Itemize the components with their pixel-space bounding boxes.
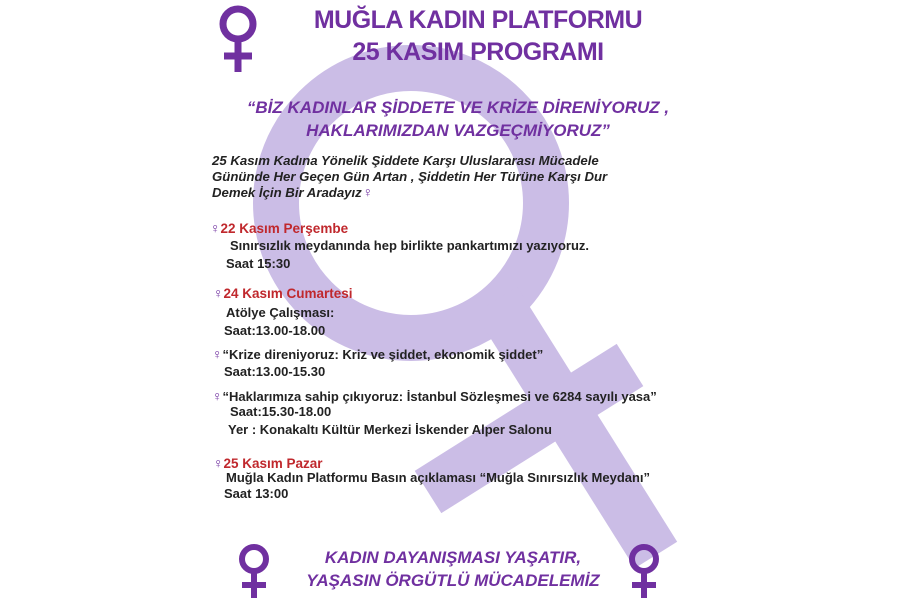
- day-title: 24 Kasım Cumartesi: [223, 286, 353, 301]
- intro-line-3: [212, 185, 682, 200]
- venus-icon: ♀: [210, 220, 221, 236]
- day3-time: Saat 13:00: [224, 486, 289, 501]
- day-title: 25 Kasım Pazar: [223, 456, 323, 471]
- session-2-time: Saat:15.30-18.00: [230, 404, 332, 419]
- session-2-title: “Haklarımıza sahip çıkıyoruz: İstanbul Sözleşmesi ve 6284 sayılı yasa”: [222, 389, 657, 404]
- intro-line-2: Gününde Her Geçen Gün Artan , Şiddetin Her Türüne Karşı Dur: [212, 169, 608, 184]
- workshop-label: Atölye Çalışması:: [226, 305, 335, 320]
- day1-description: Sınırsızlık meydanında hep birlikte pankartımızı yazıyoruz.: [230, 238, 590, 253]
- day-heading-22: [210, 220, 348, 236]
- session-1-time: Saat:13.00-15.30: [224, 364, 326, 379]
- page-subtitle: 25 KASIM PROGRAMI: [352, 38, 604, 66]
- venus-icon: ♀: [213, 285, 224, 301]
- day3-description: Muğla Kadın Platformu Basın açıklaması “Muğla Sınırsızlık Meydanı”: [226, 470, 651, 485]
- day-heading-25: [213, 455, 323, 471]
- page-title: MUĞLA KADIN PLATFORMU: [313, 6, 643, 34]
- day-heading-24: [213, 285, 353, 301]
- day-title: 22 Kasım Perşembe: [220, 221, 349, 236]
- day1-time: Saat 15:30: [226, 256, 291, 271]
- session-1-title: “Krize direniyoruz: Kriz ve şiddet, ekonomik şiddet”: [222, 347, 544, 362]
- footer-line-1: KADIN DAYANIŞMASI YAŞATIR,: [324, 548, 582, 567]
- poster: [178, 0, 718, 600]
- footer-line-2: YAŞASIN ÖRGÜTLÜ MÜCADELEMİZ: [306, 571, 600, 590]
- slogan-line-2: HAKLARIMIZDAN VAZGEÇMİYORUZ”: [306, 121, 610, 140]
- workshop-time: Saat:13.00-18.00: [224, 323, 326, 338]
- intro-line-1: 25 Kasım Kadına Yönelik Şiddete Karşı Uluslararası Mücadele: [212, 153, 599, 168]
- intro-text: Demek İçin Bir Aradayız: [212, 185, 362, 200]
- venus-icon: ♀: [213, 455, 224, 471]
- venue: Yer : Konakaltı Kültür Merkezi İskender Alper Salonu: [228, 422, 552, 437]
- venus-icon: ♀: [212, 388, 223, 404]
- venus-icon: ♀: [212, 346, 223, 362]
- venus-icon: ♀: [361, 184, 373, 200]
- slogan-line-1: “BİZ KADINLAR ŞİDDETE VE KRİZE DİRENİYORUZ ,: [246, 98, 670, 117]
- session-1: [212, 346, 543, 362]
- session-2: [212, 388, 657, 404]
